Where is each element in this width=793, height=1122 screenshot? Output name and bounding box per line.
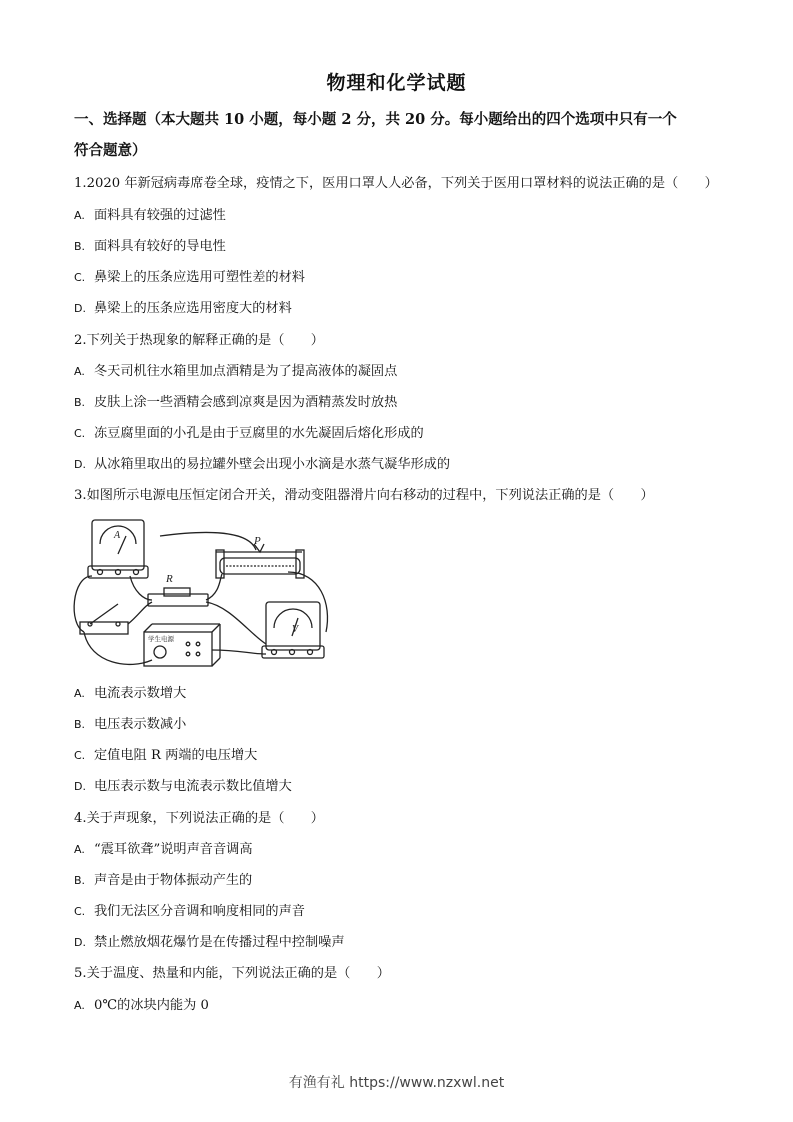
option-letter: C. [74, 905, 86, 918]
ammeter [88, 520, 148, 578]
option-letter: C. [74, 271, 86, 284]
option-text: 皮肤上涂一些酒精会感到凉爽是因为酒精蒸发时放热 [94, 395, 398, 410]
circuit-diagram [70, 514, 335, 674]
question-4-option-b [74, 869, 252, 888]
option-letter: B. [74, 396, 86, 409]
section-heading-line2: 符合题意） [74, 142, 147, 159]
power-supply-label: 学生电源 [148, 635, 174, 643]
option-text: 我们无法区分音调和响度相同的声音 [94, 904, 305, 919]
question-3-option-a [74, 682, 186, 701]
question-2-option-a [74, 360, 397, 379]
ammeter-label: A [114, 530, 121, 541]
option-letter: D. [74, 302, 86, 315]
question-4-option-a [74, 838, 253, 857]
question-3-option-c [74, 744, 257, 763]
voltmeter [262, 602, 324, 658]
question-2-stem: 2.下列关于热现象的解释正确的是（ ） [74, 333, 324, 348]
question-1-option-a [74, 204, 226, 223]
question-2-option-c [74, 422, 424, 441]
question-1-option-c [74, 266, 305, 285]
question-2-option-b [74, 391, 397, 410]
wire [74, 576, 92, 632]
option-text: 从冰箱里取出的易拉罐外壁会出现小水滴是水蒸气凝华形成的 [94, 457, 451, 472]
option-text: 鼻梁上的压条应选用密度大的材料 [94, 301, 292, 316]
slider-label: P [254, 535, 261, 547]
option-letter: D. [74, 936, 86, 949]
question-3-option-b [74, 713, 186, 732]
wire [130, 576, 152, 600]
option-letter: A. [74, 365, 85, 378]
option-letter: A. [74, 843, 85, 856]
option-text: 声音是由于物体振动产生的 [94, 873, 253, 888]
wire [206, 602, 266, 644]
question-3-option-d [74, 775, 292, 794]
question-2-option-d [74, 453, 450, 472]
question-4-stem: 4.关于声现象，下列说法正确的是（ ） [74, 811, 324, 826]
option-letter: C. [74, 749, 86, 762]
option-text: 电压表示数与电流表示数比值增大 [94, 779, 292, 794]
wire [160, 532, 256, 550]
option-text: 冻豆腐里面的小孔是由于豆腐里的水先凝固后熔化形成的 [94, 426, 424, 441]
option-text: 冬天司机往水箱里加点酒精是为了提高液体的凝固点 [94, 364, 398, 379]
question-1-option-d [74, 297, 292, 316]
option-letter: B. [74, 240, 86, 253]
resistor-label: R [166, 573, 173, 585]
option-letter: B. [74, 718, 86, 731]
option-letter: B. [74, 874, 86, 887]
option-letter: A. [74, 687, 85, 700]
option-letter: A. [74, 999, 85, 1012]
option-text: 面料具有较好的导电性 [94, 239, 226, 254]
option-text: 面料具有较强的过滤性 [94, 208, 226, 223]
fixed-resistor [148, 573, 208, 606]
page-title: 物理和化学试题 [326, 72, 467, 94]
question-4-option-d [74, 931, 345, 950]
section-heading-line1: 一、选择题（本大题共 10 小题，每小题 2 分，共 20 分。每小题给出的四个选项中只有一个 [74, 111, 677, 128]
option-letter: D. [74, 458, 86, 471]
section-heading [74, 104, 724, 166]
power-supply [144, 624, 220, 666]
option-letter: D. [74, 780, 86, 793]
switch [80, 604, 128, 634]
footer-watermark: 有渔有礼 https://www.nzxwl.net [288, 1075, 505, 1091]
question-1-stem: 1.2020 年新冠病毒席卷全球，疫情之下，医用口罩人人必备，下列关于医用口罩材料的说法正确的是（ ） [74, 176, 718, 191]
option-text: 鼻梁上的压条应选用可塑性差的材料 [94, 270, 305, 285]
option-text: 禁止燃放烟花爆竹是在传播过程中控制噪声 [94, 935, 345, 950]
option-text: 0℃的冰块内能为 0 [94, 998, 209, 1013]
option-text: “震耳欲聋”说明声音音调高 [94, 842, 253, 857]
question-5-stem: 5.关于温度、热量和内能，下列说法正确的是（ ） [74, 966, 390, 981]
question-3-stem: 3.如图所示电源电压恒定闭合开关，滑动变阻器滑片向右移动的过程中，下列说法正确的是（ ） [74, 488, 654, 503]
question-5-option-a [74, 994, 209, 1013]
question-4-option-c [74, 900, 305, 919]
option-text: 定值电阻 R 两端的电压增大 [94, 748, 258, 763]
option-letter: C. [74, 427, 86, 440]
option-text: 电流表示数增大 [94, 686, 187, 701]
voltmeter-label: V [292, 624, 299, 635]
question-1-option-b [74, 235, 226, 254]
option-text: 电压表示数减小 [94, 717, 187, 732]
wire [84, 632, 152, 664]
option-letter: A. [74, 209, 85, 222]
